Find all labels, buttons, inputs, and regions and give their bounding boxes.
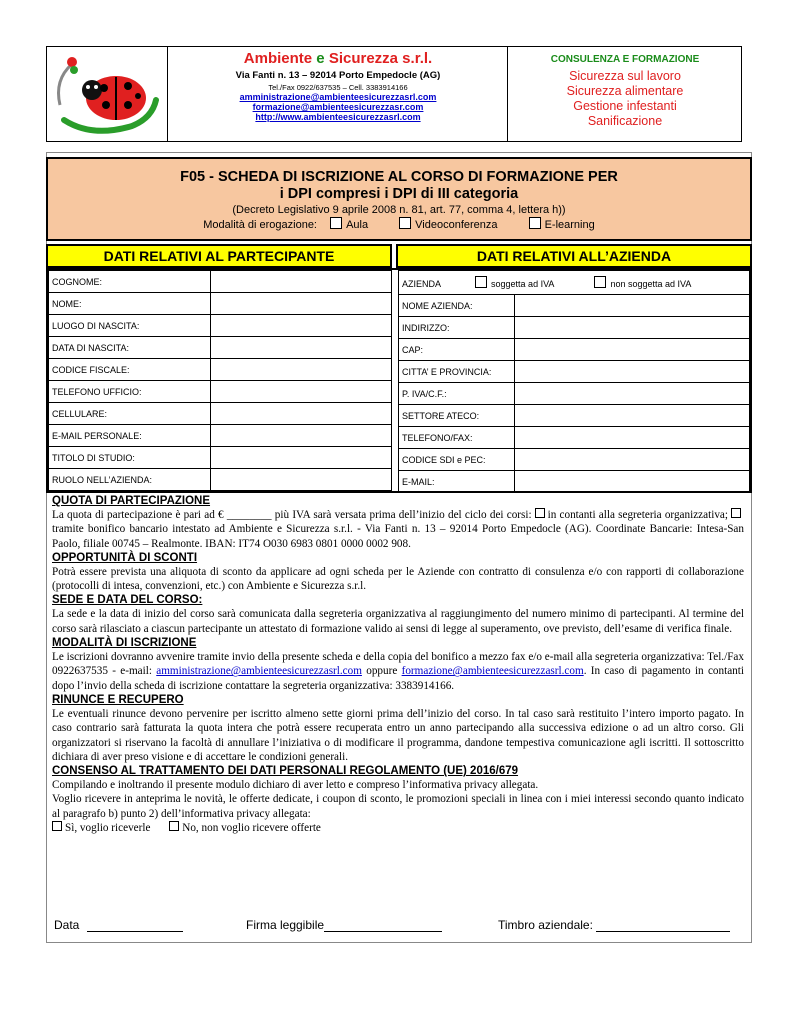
delivery-mode-row (48, 217, 750, 232)
company-field-label: TELEFONO/FAX: (399, 427, 515, 449)
ladybug-logo (52, 50, 162, 138)
participant-field-label: LUOGO DI NASCITA: (49, 315, 211, 337)
checkbox-aula[interactable] (330, 217, 342, 229)
participant-field-input[interactable] (211, 447, 392, 469)
company-field-input[interactable] (515, 295, 750, 317)
stamp-line[interactable] (596, 931, 730, 932)
participant-field-label: TITOLO DI STUDIO: (49, 447, 211, 469)
service-item: Gestione infestanti (573, 99, 677, 113)
table-row (399, 361, 750, 383)
email-link-admin[interactable]: amministrazione@ambienteesicurezzasrl.com (239, 92, 437, 102)
quota-paragraph: La quota di partecipazione è pari ad € ________ più IVA sarà versata prima dell’inizio del ciclo dei corsi: in contanti alla segreteria organizzativa;tramite bonifico bancario intestato ad Ambiente e Sicurezza s.r.l. - Via Fanti n. 13 – 92014 Porto Empedocle (AG). Coordinate Bancarie: Intesa-San Paolo, filiale 00745 – Realmonte. IBAN: IT74 O030 6983 0801 0000 0002 908. (52, 509, 744, 550)
sconti-paragraph: Potrà essere prevista una aliquota di sconto da applicare ad ogni scheda per le Aziende con contratto di consulenza e/o con rapporti di collaborazione (protocolli di intesa, convenzioni, etc.) con Ambiente e Sicurezza s.r.l. (52, 565, 744, 593)
table-row (49, 381, 392, 403)
company-field-input[interactable] (515, 361, 750, 383)
participant-field-input[interactable] (211, 425, 392, 447)
consent-yes-label: Sì, voglio riceverle (65, 822, 151, 835)
company-field-label: SETTORE ATECO: (399, 405, 515, 427)
date-label: Data (54, 918, 80, 932)
participant-field-input[interactable] (211, 469, 392, 491)
company-field-input[interactable] (515, 449, 750, 471)
service-item: Sanificazione (587, 114, 663, 128)
signature-field (246, 918, 442, 932)
table-row (49, 315, 392, 337)
company-field-label: NOME AZIENDA: (399, 295, 515, 317)
consent-paragraph-2: Voglio ricevere in anteprima le novità, le offerte dedicate, i coupon di sconto, le promozioni speciali in linea con i miei interessi secondo quanto indicato al paragrafo b) punto 2) dell’informativa privacy allegata: (52, 793, 744, 820)
stamp-field (498, 918, 730, 932)
delivery-mode-label: Modalità di erogazione: (203, 219, 317, 231)
participant-field-input[interactable] (211, 359, 392, 381)
checkbox-iva-no[interactable] (594, 276, 606, 288)
company-field-input[interactable] (515, 383, 750, 405)
company-info (170, 50, 506, 122)
table-row (49, 403, 392, 425)
company-iva-row (399, 271, 750, 295)
email-link-training-body[interactable]: formazione@ambienteesicurezzasrl.com (401, 665, 584, 678)
section-heading: CONSENSO AL TRATTAMENTO DEI DATI PERSONALI REGOLAMENTO (UE) 2016/679 (52, 765, 519, 778)
company-table (398, 270, 750, 493)
table-row (399, 471, 750, 493)
company-section-heading: DATI RELATIVI ALL’AZIENDA (396, 244, 752, 268)
services-box (510, 54, 740, 129)
company-label: AZIENDA (402, 279, 441, 289)
email-link-admin-body[interactable]: amministrazione@ambienteesicurezzasrl.com (156, 665, 362, 678)
participant-field-input[interactable] (211, 271, 392, 293)
website-link[interactable]: http://www.ambienteesicurezzasrl.com (255, 112, 421, 122)
table-row (399, 383, 750, 405)
consent-no-label: No, non voglio ricevere offerte (182, 822, 321, 835)
company-field-input[interactable] (515, 471, 750, 493)
participant-field-label: CELLULARE: (49, 403, 211, 425)
company-field-input[interactable] (515, 405, 750, 427)
iva-no-label: non soggetta ad IVA (610, 279, 692, 289)
mode-label: E-learning (544, 219, 595, 231)
participant-field-label: NOME: (49, 293, 211, 315)
table-row (49, 425, 392, 447)
form-title-box (46, 157, 752, 241)
participant-field-input[interactable] (211, 403, 392, 425)
checkbox-contanti[interactable] (535, 508, 545, 518)
company-field-input[interactable] (515, 317, 750, 339)
table-row (49, 447, 392, 469)
company-field-input[interactable] (515, 339, 750, 361)
participant-section-heading: DATI RELATIVI AL PARTECIPANTE (46, 244, 392, 268)
service-item: Sicurezza alimentare (566, 84, 684, 98)
section-heading: SEDE E DATA DEL CORSO: (52, 594, 203, 607)
table-row (399, 339, 750, 361)
participant-field-label: DATA DI NASCITA: (49, 337, 211, 359)
company-field-label: CAP: (399, 339, 515, 361)
sede-paragraph: La sede e la data di inizio del corso sarà comunicata dalla segreteria organizzativa al raggiungimento del numero minimo di partecipanti. Al termine del corso sarà rilasciato a ciascun partecipante un attestato di formazione valido ai sensi di legge al superamento, ove previsto, dell’esame di verifica finale. (52, 608, 744, 635)
participant-field-input[interactable] (211, 337, 392, 359)
participant-field-label: RUOLO NELL’AZIENDA: (49, 469, 211, 491)
mode-label: Videoconferenza (415, 219, 498, 231)
checkbox-bonifico[interactable] (731, 508, 741, 518)
company-field-label: INDIRIZZO: (399, 317, 515, 339)
checkbox-consent-no[interactable] (169, 821, 179, 831)
table-row (49, 271, 392, 293)
checkbox-consent-yes[interactable] (52, 821, 62, 831)
table-row (399, 295, 750, 317)
mode-label: Aula (346, 219, 369, 231)
participant-table (48, 270, 392, 491)
iscrizione-paragraph: Le iscrizioni dovranno avvenire tramite invio della presente scheda e della copia del bonifico a mezzo fax e/o e-mail alla segreteria organizzativa: Tel./Fax 0922637535 - e-mail: amministrazione@ambienteesicurezzasrl.com oppure formazione@ambienteesicurezzasrl.com. In caso di pagamento in contanti dopo l’invio della scheda di iscrizione contattare la segreteria organizzativa: 3383914166. (52, 651, 744, 692)
consent-options (52, 821, 744, 835)
checkbox-elearning[interactable] (529, 217, 541, 229)
date-line[interactable] (87, 931, 183, 932)
services-title: CONSULENZA E FORMAZIONE (550, 54, 700, 65)
conditions-text (52, 494, 744, 835)
signature-label: Firma leggibile (246, 918, 325, 932)
stamp-label: Timbro aziendale: (498, 918, 593, 932)
company-address: Via Fanti n. 13 – 92014 Porto Empedocle (AG) (235, 70, 441, 81)
date-field (54, 918, 183, 932)
participant-field-input[interactable] (211, 315, 392, 337)
company-phone: Tel./Fax 0922/637535 – Cell. 3383914166 (268, 83, 408, 92)
company-field-label: CODICE SDI e PEC: (399, 449, 515, 471)
participant-field-input[interactable] (211, 381, 392, 403)
form-title: F05 - SCHEDA DI ISCRIZIONE AL CORSO DI FORMAZIONE PER (180, 169, 618, 185)
iva-yes-label: soggetta ad IVA (491, 279, 554, 289)
section-heading: QUOTA DI PARTECIPAZIONE (52, 495, 211, 507)
table-row (49, 469, 392, 491)
table-row (399, 405, 750, 427)
section-heading: MODALITÀ DI ISCRIZIONE (52, 637, 197, 650)
legal-reference: (Decreto Legislativo 9 aprile 2008 n. 81, art. 77, comma 4, lettera h)) (232, 204, 566, 216)
table-row (399, 449, 750, 471)
table-row (49, 293, 392, 315)
consent-paragraph-1: Compilando e inoltrando il presente modulo dichiaro di aver letto e compreso l’informativa privacy allegata. (52, 779, 539, 792)
participant-field-input[interactable] (211, 293, 392, 315)
service-item: Sicurezza sul lavoro (569, 69, 681, 83)
participant-field-label: E-MAIL PERSONALE: (49, 425, 211, 447)
company-name: Ambiente e Sicurezza s.r.l. (243, 50, 433, 67)
section-heading: OPPORTUNITÀ DI SCONTI (52, 551, 198, 564)
checkbox-iva-yes[interactable] (475, 276, 487, 288)
participant-field-label: TELEFONO UFFICIO: (49, 381, 211, 403)
email-link-training[interactable]: formazione@ambienteesicurezzasr.com (252, 102, 424, 112)
participant-field-label: COGNOME: (49, 271, 211, 293)
company-field-label: CITTA’ E PROVINCIA: (399, 361, 515, 383)
signature-line[interactable] (324, 931, 442, 932)
company-field-input[interactable] (515, 427, 750, 449)
table-row (399, 271, 750, 295)
company-field-label: E-MAIL: (399, 471, 515, 493)
company-field-label: P. IVA/C.F.: (399, 383, 515, 405)
checkbox-videoconferenza[interactable] (399, 217, 411, 229)
form-subtitle: i DPI compresi i DPI di III categoria (279, 186, 519, 202)
table-row (49, 337, 392, 359)
table-row (49, 359, 392, 381)
table-row (399, 317, 750, 339)
participant-field-label: CODICE FISCALE: (49, 359, 211, 381)
rinunce-paragraph: Le eventuali rinunce devono pervenire per iscritto almeno sette giorni prima dell’inizio del corso. In tal caso sarà restituito l’intero importo pagato. In caso contrario sarà fatturata la quota intera che potrà essere recuperata entro un anno partecipando alla successiva edizione o ad un altro corso. Gli organizzatori si riservano la facoltà di annullare l’iniziativa o di modificare il programma, dandone tempestiva comunicazione agli iscritti. Il sottoscritto dichiara di aver preso visione e di accettare le condizioni generali. (52, 707, 744, 763)
table-row (399, 427, 750, 449)
section-heading: RINUNCE E RECUPERO (52, 693, 184, 706)
